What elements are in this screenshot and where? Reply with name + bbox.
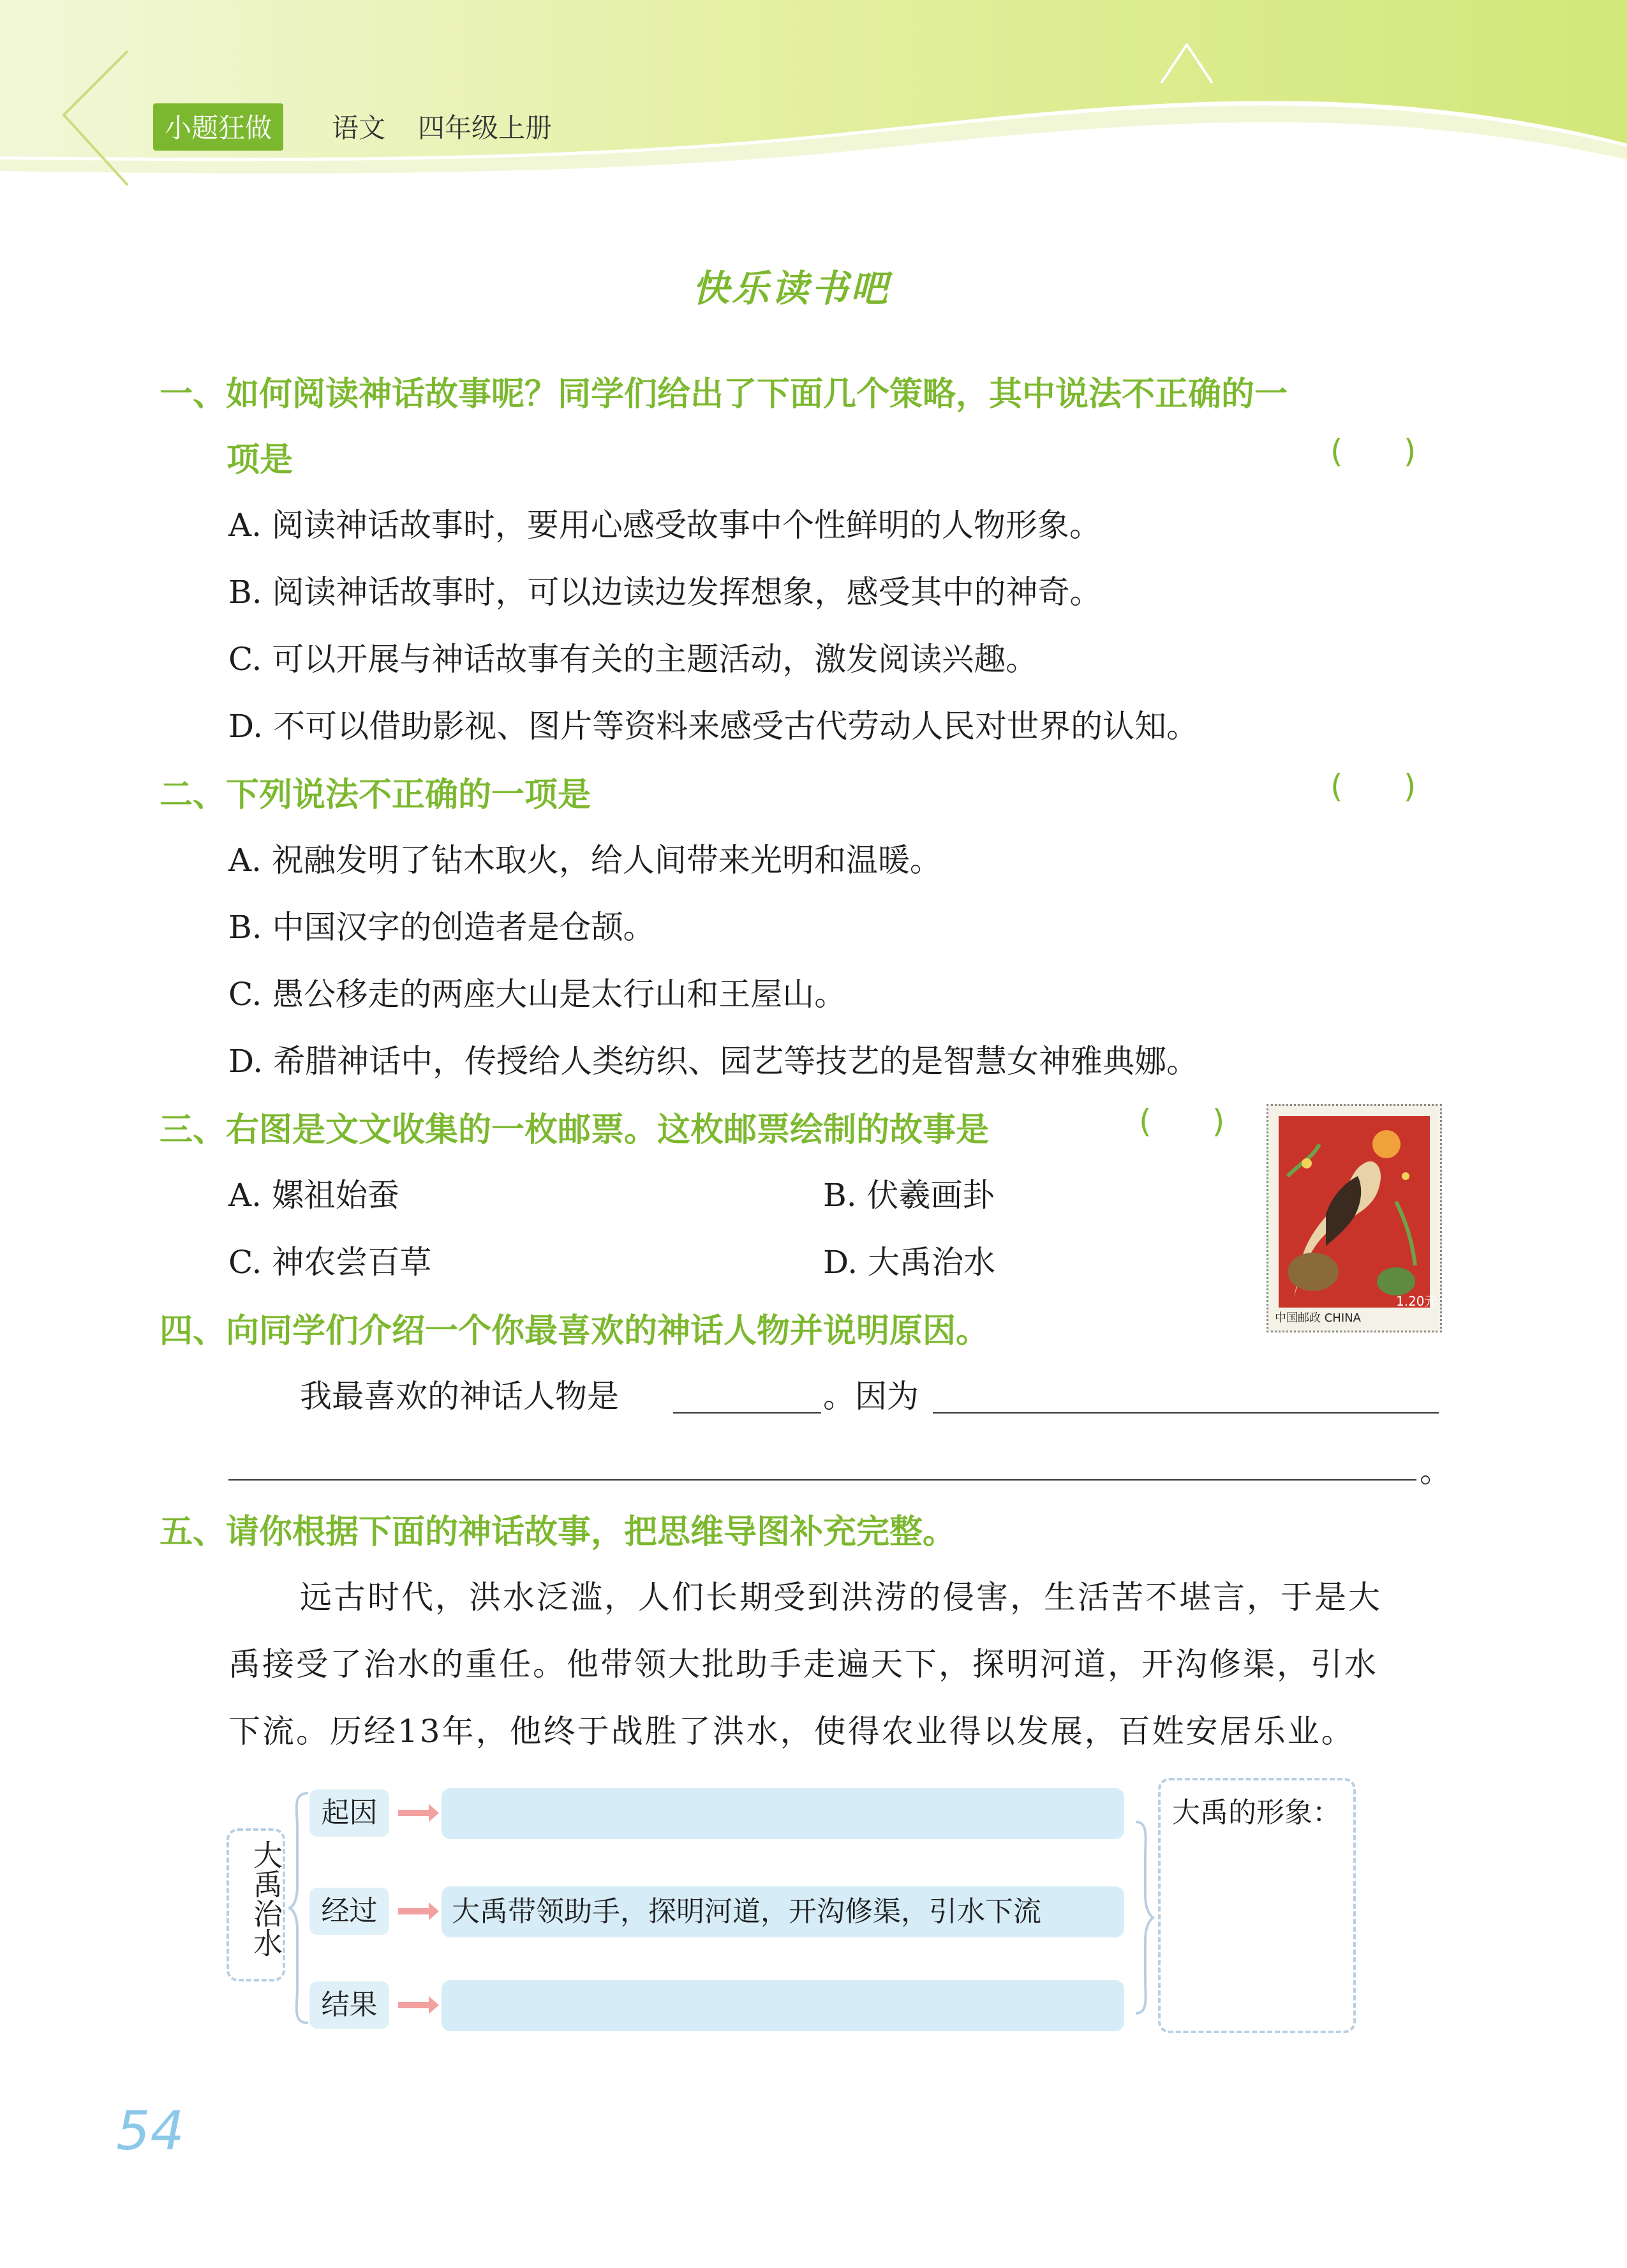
q1-option-d: D. 不可以借助影视、图片等资料来感受古代劳动人民对世界的认知。: [228, 708, 1199, 745]
q1-option-c: C. 可以开展与神话故事有关的主题活动，激发阅读兴趣。: [228, 641, 1038, 678]
page-title: 快乐读书吧: [692, 267, 891, 310]
q5-text: 五、请你根据下面的神话故事，把思维导图补充完整。: [160, 1513, 956, 1551]
stamp-postal-label: 中国邮政 CHINA: [1275, 1311, 1361, 1325]
header-band: [0, 0, 1627, 204]
q4-name-blank[interactable]: [673, 1412, 821, 1414]
mindmap-result-arrow: [398, 2002, 430, 2008]
mindmap-left-brace: [286, 1790, 311, 2026]
mindmap-process-arrow: [398, 1908, 430, 1914]
q2-answer-paren[interactable]: ( ): [1330, 768, 1416, 805]
q2-option-b: B. 中国汉字的创造者是仓颉。: [228, 909, 655, 946]
mindmap-result-label: 结果: [309, 1981, 389, 2029]
q4-fill-mid: 。因为: [823, 1378, 919, 1415]
mindmap-cause-arrow: [398, 1810, 430, 1816]
mindmap-process-box: 大禹带领助手，探明河道，开沟修渠，引水下流: [442, 1886, 1124, 1937]
mindmap-cause-label: 起因: [309, 1789, 389, 1837]
story-line-3: 下流。历经13年，他终于战胜了洪水，使得农业得以发展，百姓安居乐业。: [228, 1713, 1355, 1750]
q3-option-a: A. 嫘祖始蚕: [228, 1177, 399, 1214]
story-line-2: 禹接受了治水的重任。他带领大批助手走遍天下，探明河道，开沟修渠，引水: [228, 1646, 1378, 1683]
q3-text: 三、右图是文文收集的一枚邮票。这枚邮票绘制的故事是: [160, 1111, 990, 1149]
q1-option-a: A. 阅读神话故事时，要用心感受故事中个性鲜明的人物形象。: [228, 507, 1101, 544]
q4-reason-blank-2[interactable]: [228, 1479, 1416, 1481]
header-badge: 小题狂做: [153, 103, 283, 151]
q3-answer-paren[interactable]: ( ): [1139, 1103, 1225, 1140]
q4-fill-prefix: 我最喜欢的神话人物是: [300, 1378, 619, 1415]
q1-text-line1: 一、如何阅读神话故事呢？同学们给出了下面几个策略，其中说法不正确的一: [160, 375, 1288, 414]
mindmap-process-label: 经过: [309, 1888, 389, 1935]
q3-option-c: C. 神农尝百草: [228, 1244, 432, 1281]
page-number: 54: [116, 2100, 184, 2162]
q3-option-b: B. 伏羲画卦: [823, 1177, 995, 1214]
mindmap-right-brace: [1133, 1819, 1158, 2017]
mindmap-root-box: [227, 1828, 285, 1981]
header-grade: 四年级上册: [418, 112, 553, 144]
q2-option-c: C. 愚公移走的两座大山是太行山和王屋山。: [228, 976, 847, 1013]
q1-answer-paren[interactable]: ( ): [1330, 433, 1416, 470]
q2-option-a: A. 祝融发明了钻木取火，给人间带来光明和温暖。: [228, 842, 942, 879]
mindmap-result-box[interactable]: [442, 1980, 1124, 2031]
story-line-1: 远古时代，洪水泛滥，人们长期受到洪涝的侵害，生活苦不堪言，于是大: [300, 1579, 1382, 1616]
header-subject: 语文: [332, 112, 386, 144]
q2-text: 二、下列说法不正确的一项是: [160, 776, 591, 814]
q4-reason-blank-1[interactable]: [933, 1412, 1439, 1414]
q4-fill-end: 。: [1420, 1452, 1452, 1489]
q4-text: 四、向同学们介绍一个你最喜欢的神话人物并说明原因。: [160, 1312, 990, 1350]
mindmap-image-label: 大禹的形象：: [1172, 1796, 1341, 1829]
q1-text-line2: 项是: [227, 441, 293, 479]
mindmap-root: 大禹治水: [249, 1840, 283, 1957]
stamp-image: [1267, 1104, 1442, 1332]
q3-option-d: D. 大禹治水: [823, 1244, 996, 1281]
q2-option-d: D. 希腊神话中，传授给人类纺织、园艺等技艺的是智慧女神雅典娜。: [228, 1043, 1199, 1080]
stamp-value: 1.20元: [1396, 1294, 1438, 1309]
q1-option-b: B. 阅读神话故事时，可以边读边发挥想象，感受其中的神奇。: [228, 574, 1102, 611]
mindmap-image-box[interactable]: [1158, 1778, 1356, 2033]
mindmap-cause-box[interactable]: [442, 1788, 1124, 1839]
